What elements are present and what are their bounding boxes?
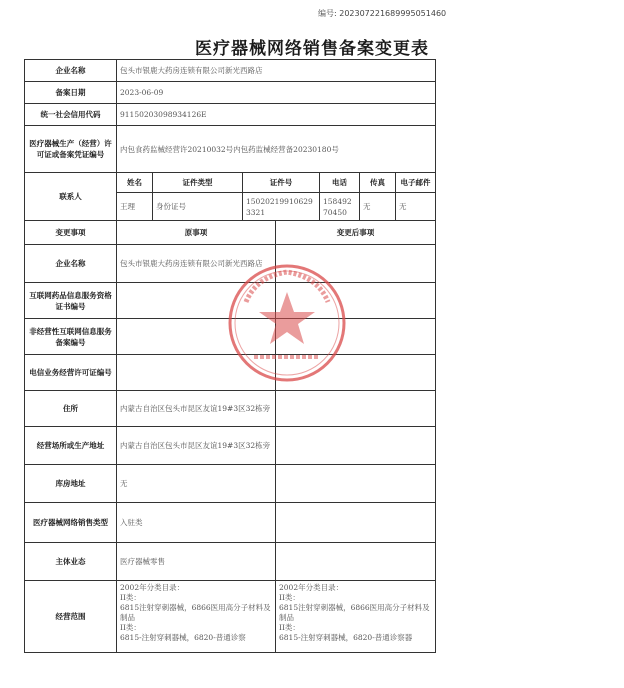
contact-header-id-number: 证件号	[243, 173, 320, 193]
row-company-name-change	[25, 245, 436, 283]
label-internet-drug: 互联网药品信息服务资格证书编号	[25, 283, 117, 319]
after-scope-line: II类：	[279, 593, 300, 602]
contact-email: 无	[396, 193, 436, 221]
before-residence: 内蒙古自治区包头市昆区友谊19#3区32栋旁	[117, 391, 276, 427]
before-scope	[117, 581, 276, 653]
before-company-name: 包头市银鹿大药房连锁有限公司新光西路店	[117, 245, 276, 283]
row-sales-type	[25, 503, 436, 543]
contact-header-email: 电子邮件	[396, 173, 436, 193]
label-business-site: 经营场所或生产地址	[25, 427, 117, 465]
label-company-name-change: 企业名称	[25, 245, 117, 283]
before-sales-type: 入驻类	[117, 503, 276, 543]
after-warehouse	[276, 465, 436, 503]
row-business-form	[25, 543, 436, 581]
label-record-date: 备案日期	[25, 82, 117, 104]
after-business-form	[276, 543, 436, 581]
value-license: 内包食药监械经营许20210032号内包药监械经营备20230180号	[117, 126, 436, 173]
before-nonprofit-internet	[117, 319, 276, 355]
label-license: 医疗器械生产（经营）许可证或备案凭证编号	[25, 126, 117, 173]
before-telecom	[117, 355, 276, 391]
after-internet-drug	[276, 283, 436, 319]
contact-header-id-type: 证件类型	[153, 173, 243, 193]
contact-header-fax: 传真	[360, 173, 396, 193]
row-change-header	[25, 221, 436, 245]
value-record-date: 2023-06-09	[117, 82, 436, 104]
contact-header-name: 姓名	[117, 173, 153, 193]
record-change-form	[24, 59, 436, 653]
after-sales-type	[276, 503, 436, 543]
after-residence	[276, 391, 436, 427]
label-company-name: 企业名称	[25, 60, 117, 82]
label-contact: 联系人	[25, 173, 117, 221]
label-nonprofit-internet: 非经营性互联网信息服务备案编号	[25, 319, 117, 355]
label-residence: 住所	[25, 391, 117, 427]
after-company-name	[276, 245, 436, 283]
row-contact-headers	[25, 173, 436, 193]
contact-id-number: 150202199106293321	[243, 193, 320, 221]
row-residence	[25, 391, 436, 427]
row-business-site	[25, 427, 436, 465]
value-credit-code: 91150203098934126E	[117, 104, 436, 126]
row-telecom	[25, 355, 436, 391]
before-business-site: 内蒙古自治区包头市昆区友谊19#3区32栋旁	[117, 427, 276, 465]
before-scope-line: II类：	[120, 593, 141, 602]
header-after: 变更后事项	[276, 221, 436, 245]
contact-name: 王理	[117, 193, 153, 221]
label-scope: 经营范围	[25, 581, 117, 653]
after-telecom	[276, 355, 436, 391]
row-warehouse	[25, 465, 436, 503]
before-internet-drug	[117, 283, 276, 319]
form-title: 医疗器械网络销售备案变更表	[195, 39, 429, 59]
before-scope-line: 6815注射穿刺器械，6866医用高分子材料及制品	[120, 603, 271, 622]
value-company-name: 包头市银鹿大药房连锁有限公司新光西路店	[117, 60, 436, 82]
contact-phone: 15849270450	[320, 193, 360, 221]
after-scope-line: 6815-注射穿刺器械，6820-普通诊察器	[279, 633, 413, 642]
after-business-site	[276, 427, 436, 465]
label-credit-code: 统一社会信用代码	[25, 104, 117, 126]
contact-fax: 无	[360, 193, 396, 221]
after-scope-line: 2002年分类目录：	[279, 583, 344, 592]
before-business-form: 医疗器械零售	[117, 543, 276, 581]
label-sales-type: 医疗器械网络销售类型	[25, 503, 117, 543]
after-scope	[276, 581, 436, 653]
before-scope-line: 6815-注射穿刺器械，6820-普通诊察	[120, 633, 246, 642]
label-telecom: 电信业务经营许可证编号	[25, 355, 117, 391]
before-warehouse: 无	[117, 465, 276, 503]
row-internet-drug	[25, 283, 436, 319]
contact-header-phone: 电话	[320, 173, 360, 193]
before-scope-line: II类：	[120, 623, 141, 632]
row-company-name	[25, 60, 436, 82]
before-scope-line: 2002年分类目录：	[120, 583, 185, 592]
serial-number: 编号: 202307221689995051460	[318, 9, 447, 18]
row-nonprofit-internet	[25, 319, 436, 355]
label-warehouse: 库房地址	[25, 465, 117, 503]
after-nonprofit-internet	[276, 319, 436, 355]
row-credit-code	[25, 104, 436, 126]
row-record-date	[25, 82, 436, 104]
header-before: 原事项	[117, 221, 276, 245]
label-change-item: 变更事项	[25, 221, 117, 245]
after-scope-line: II类：	[279, 623, 300, 632]
row-scope	[25, 581, 436, 653]
after-scope-line: 6815注射穿刺器械，6866医用高分子材料及制品	[279, 603, 430, 622]
contact-id-type: 身份证号	[153, 193, 243, 221]
label-business-form: 主体业态	[25, 543, 117, 581]
row-license	[25, 126, 436, 173]
